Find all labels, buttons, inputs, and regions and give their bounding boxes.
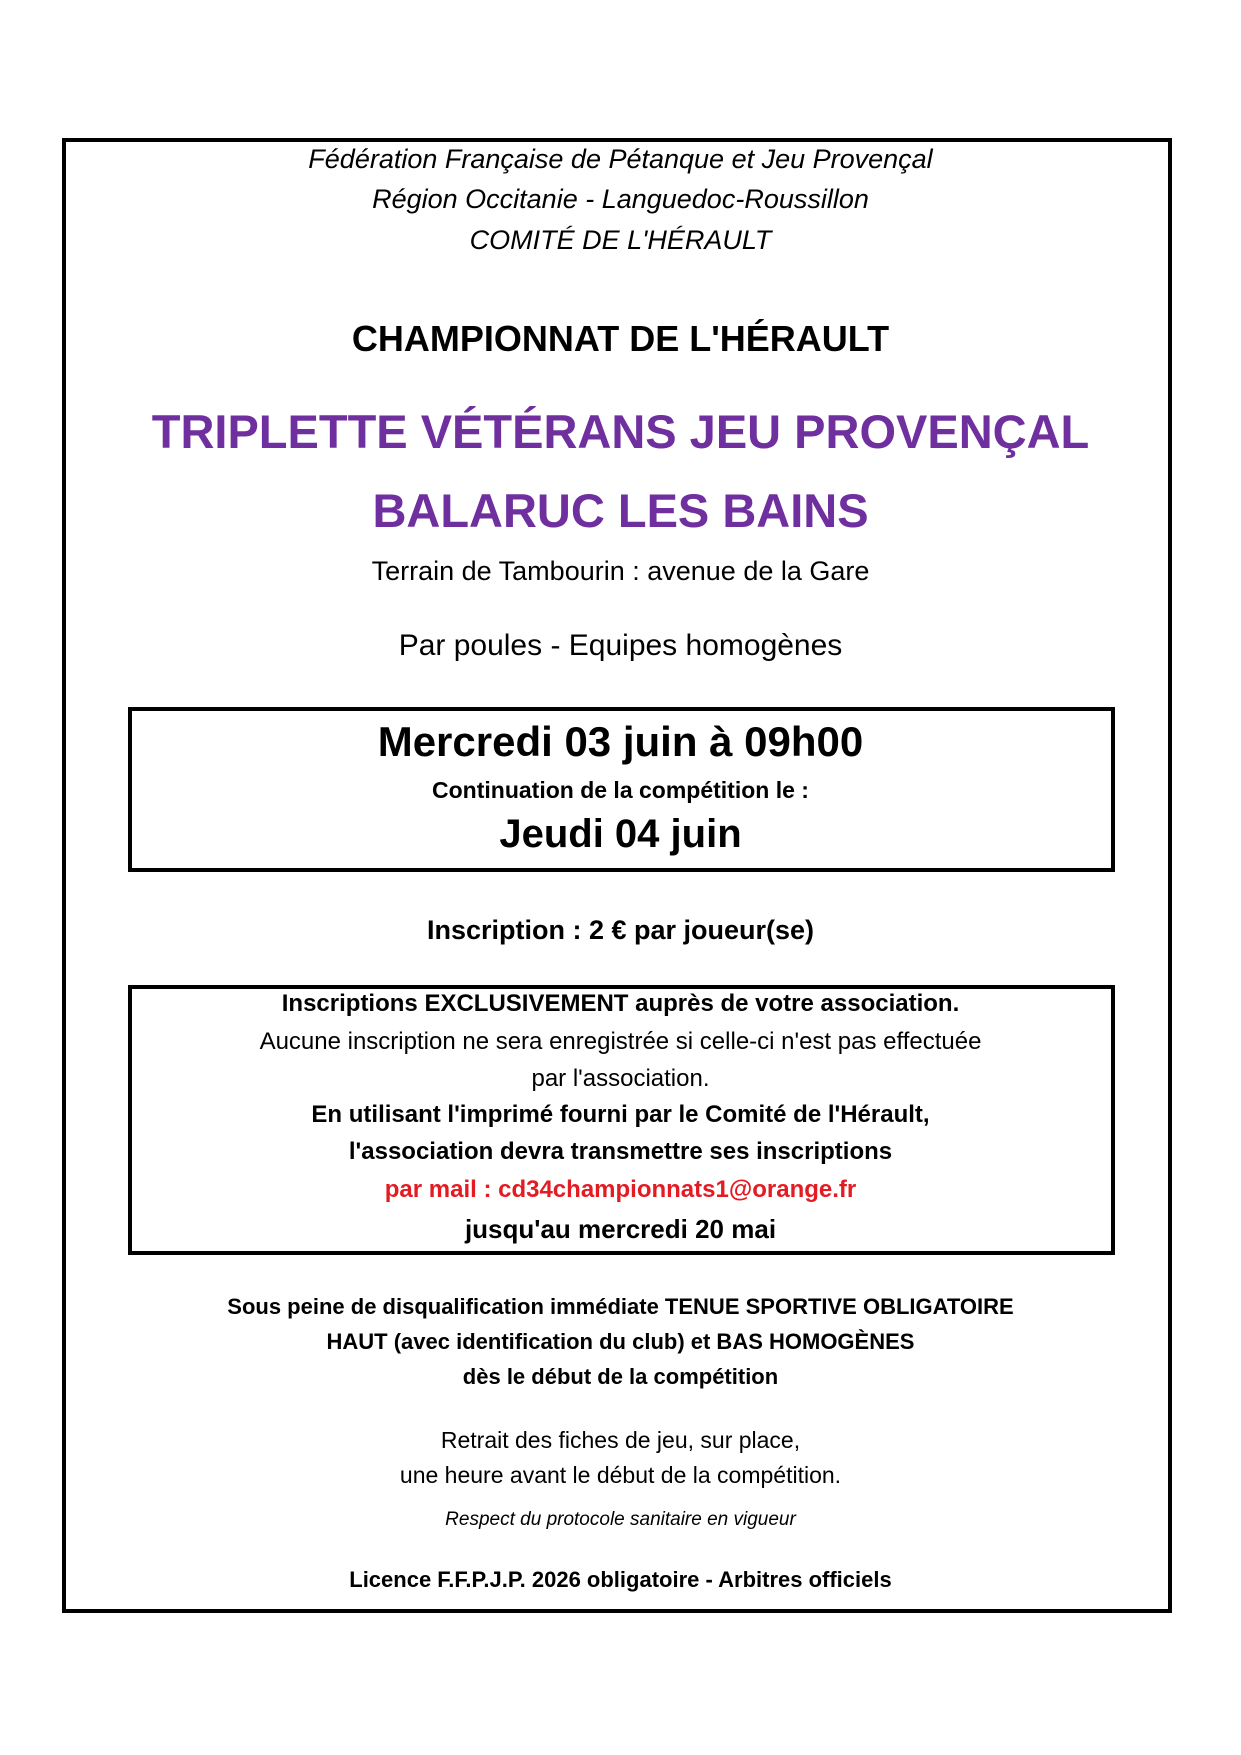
event-title: TRIPLETTE VÉTÉRANS JEU PROVENÇAL (151, 405, 1090, 458)
federation-name: Fédération Française de Pétanque et Jeu Provençal (308, 144, 933, 174)
registration-line-3: par l'association. (531, 1065, 710, 1092)
comite-name: COMITÉ DE L'HÉRAULT (469, 225, 772, 255)
dress-code-line-2: HAUT (avec identification du club) et BAS HOMOGÈNES (326, 1329, 915, 1354)
registration-line-2: Aucune inscription ne sera enregistrée si celle-ci n'est pas effectuée (259, 1028, 982, 1055)
continuation-date: Jeudi 04 juin (499, 812, 742, 856)
event-city: BALARUC LES BAINS (372, 484, 869, 537)
dress-code-line-3: dès le début de la compétition (462, 1364, 779, 1389)
event-format: Par poules - Equipes homogènes (398, 629, 843, 662)
registration-line-4: En utilisant l'imprimé fourni par le Comité de l'Hérault, (311, 1101, 930, 1128)
dress-code-line-1: Sous peine de disqualification immédiate TENUE SPORTIVE OBLIGATOIRE (227, 1294, 1014, 1319)
pickup-line-1: Retrait des fiches de jeu, sur place, (440, 1427, 801, 1453)
sanitary-notice: Respect du protocole sanitaire en vigueur (445, 1509, 796, 1530)
registration-deadline: jusqu'au mercredi 20 mai (464, 1214, 777, 1244)
pickup-line-2: une heure avant le début de la compétition. (399, 1462, 842, 1488)
registration-line-1: Inscriptions EXCLUSIVEMENT auprès de votre association. (281, 990, 960, 1017)
start-date: Mercredi 03 juin à 09h00 (377, 718, 864, 765)
registration-line-5: l'association devra transmettre ses inscriptions (348, 1138, 893, 1165)
region-name: Région Occitanie - Languedoc-Roussillon (372, 184, 869, 214)
registration-email[interactable]: par mail : cd34championnats1@orange.fr (384, 1176, 857, 1203)
continuation-label: Continuation de la compétition le : (432, 777, 809, 803)
registration-fee: Inscription : 2 € par joueur(se) (426, 915, 815, 945)
license-footer: Licence F.F.P.J.P. 2026 obligatoire - Arbitres officiels (349, 1567, 892, 1592)
venue-address: Terrain de Tambourin : avenue de la Gare (371, 556, 870, 586)
championship-heading: CHAMPIONNAT DE L'HÉRAULT (351, 318, 890, 359)
